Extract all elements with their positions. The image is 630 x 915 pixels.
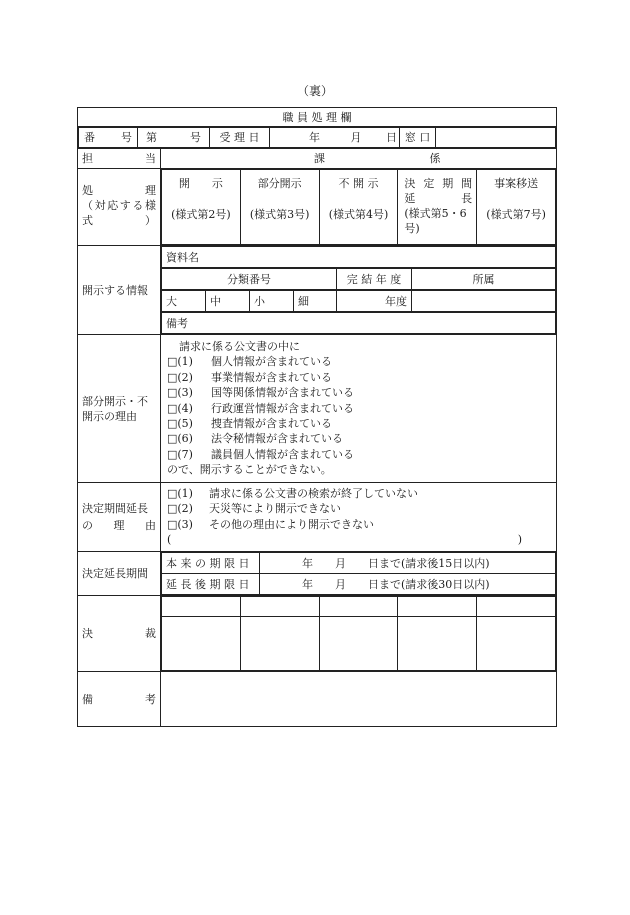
- bunrui-label: 分類番号: [162, 269, 337, 290]
- option-kettei-encho[interactable]: 決 定 期 間 延 長 (様式第5・6号): [398, 170, 477, 245]
- kessai-stamp-cell[interactable]: [398, 617, 477, 671]
- kessai-stamp-cell[interactable]: [162, 617, 241, 671]
- ka-label: 課: [314, 152, 325, 165]
- reason-item[interactable]: □(3) 国等関係情報が含まれている: [167, 386, 354, 400]
- kessai-stamp-cell[interactable]: [319, 617, 398, 671]
- bunrui-dai[interactable]: 大: [162, 291, 206, 312]
- extension-period-label: 決定延長期間: [78, 552, 161, 596]
- shiryo-label[interactable]: 資料名: [162, 247, 556, 268]
- extension-reason-other[interactable]: ( ): [167, 533, 522, 547]
- kessai-stamp-cell[interactable]: [477, 617, 556, 671]
- reason-intro: 請求に係る公文書の中に: [179, 340, 300, 353]
- shori-label: 処 理（対応する様式）: [78, 169, 161, 246]
- kessai-label: 決 裁: [78, 596, 161, 672]
- number-go: 号: [190, 131, 201, 144]
- option-bubun-kaiji[interactable]: 部分開示 (様式第3号): [240, 170, 319, 245]
- info-block: [161, 246, 557, 335]
- shozoku-value[interactable]: [412, 291, 556, 312]
- extension-period-block: [161, 552, 557, 596]
- extended-deadline-label: 延 長 後 期 限 日: [162, 574, 260, 595]
- kanketsu-nendo[interactable]: 年度: [337, 291, 412, 312]
- reason-item[interactable]: □(7) 議員個人情報が含まれている: [167, 447, 354, 461]
- reason-closing: ので、開示することができない。: [167, 463, 332, 477]
- tanto-label: 担 当: [78, 149, 161, 169]
- kessai-title-cell[interactable]: [398, 597, 477, 617]
- shori-options: [161, 169, 557, 246]
- info-label: 開示する情報: [78, 246, 161, 335]
- shozoku-label: 所属: [412, 269, 556, 290]
- kakari-label: 係: [429, 152, 441, 165]
- reason-item[interactable]: □(1) 個人情報が含まれている: [167, 355, 332, 369]
- staff-processing-form: [77, 107, 557, 727]
- kessai-stamp-cell[interactable]: [240, 617, 319, 671]
- option-kaiji[interactable]: 開 示 (様式第2号): [162, 170, 241, 245]
- option-fukaiji[interactable]: 不 開 示 (様式第4号): [319, 170, 398, 245]
- reason-item[interactable]: □(6) 法令秘情報が含まれている: [167, 432, 343, 446]
- kessai-title-cell[interactable]: [240, 597, 319, 617]
- window-value[interactable]: [436, 128, 556, 148]
- original-deadline-label: 本 来 の 期 限 日: [162, 553, 260, 574]
- extension-reason-item[interactable]: □(2) 天災等により開示できない: [167, 502, 341, 516]
- number-row: [78, 127, 557, 149]
- receipt-date-label: 受 理 日: [210, 128, 270, 148]
- kessai-title-cell[interactable]: [477, 597, 556, 617]
- option-jian-isou[interactable]: 事案移送 (様式第7号): [477, 170, 556, 245]
- kessai-title-cell[interactable]: [162, 597, 241, 617]
- original-deadline-value[interactable]: 年 月 日まで(請求後15日以内): [260, 553, 556, 574]
- receipt-month: 月: [350, 131, 362, 144]
- form-title: 職 員 処 理 欄: [78, 108, 557, 127]
- extension-reason-label: 決定期間延長 の 理 由: [78, 483, 161, 552]
- biko-label: 備 考: [78, 672, 161, 727]
- bunrui-chu[interactable]: 中: [206, 291, 250, 312]
- kessai-title-cell[interactable]: [319, 597, 398, 617]
- biko-info-label[interactable]: 備考: [162, 313, 556, 334]
- biko-value[interactable]: [161, 672, 557, 727]
- receipt-year: 年: [309, 131, 320, 144]
- bunrui-sho[interactable]: 小: [250, 291, 294, 312]
- receipt-day: 日: [386, 131, 397, 144]
- reason-list: [161, 335, 557, 483]
- reason-item[interactable]: □(5) 捜査情報が含まれている: [167, 416, 332, 430]
- kanketsu-label: 完 結 年 度: [337, 269, 412, 290]
- extended-deadline-value[interactable]: 年 月 日まで(請求後30日以内): [260, 574, 556, 595]
- number-dai: 第: [146, 131, 157, 144]
- kessai-grid: [161, 596, 557, 672]
- reason-label: 部分開示・不開示の理由: [78, 335, 161, 483]
- page-side-mark: （裏）: [296, 84, 333, 98]
- reason-item[interactable]: □(2) 事業情報が含まれている: [167, 370, 332, 384]
- number-label: 番 号: [84, 131, 132, 144]
- extension-reason-item[interactable]: □(1) 請求に係る公文書の検索が終了していない: [167, 487, 418, 500]
- tanto-value[interactable]: [161, 149, 557, 169]
- bunrui-sai[interactable]: 細: [294, 291, 337, 312]
- window-label: 窓 口: [400, 128, 436, 148]
- reason-item[interactable]: □(4) 行政運営情報が含まれている: [167, 401, 354, 415]
- extension-reason-list: [161, 483, 557, 552]
- extension-reason-item[interactable]: □(3) その他の理由により開示できない: [167, 517, 374, 531]
